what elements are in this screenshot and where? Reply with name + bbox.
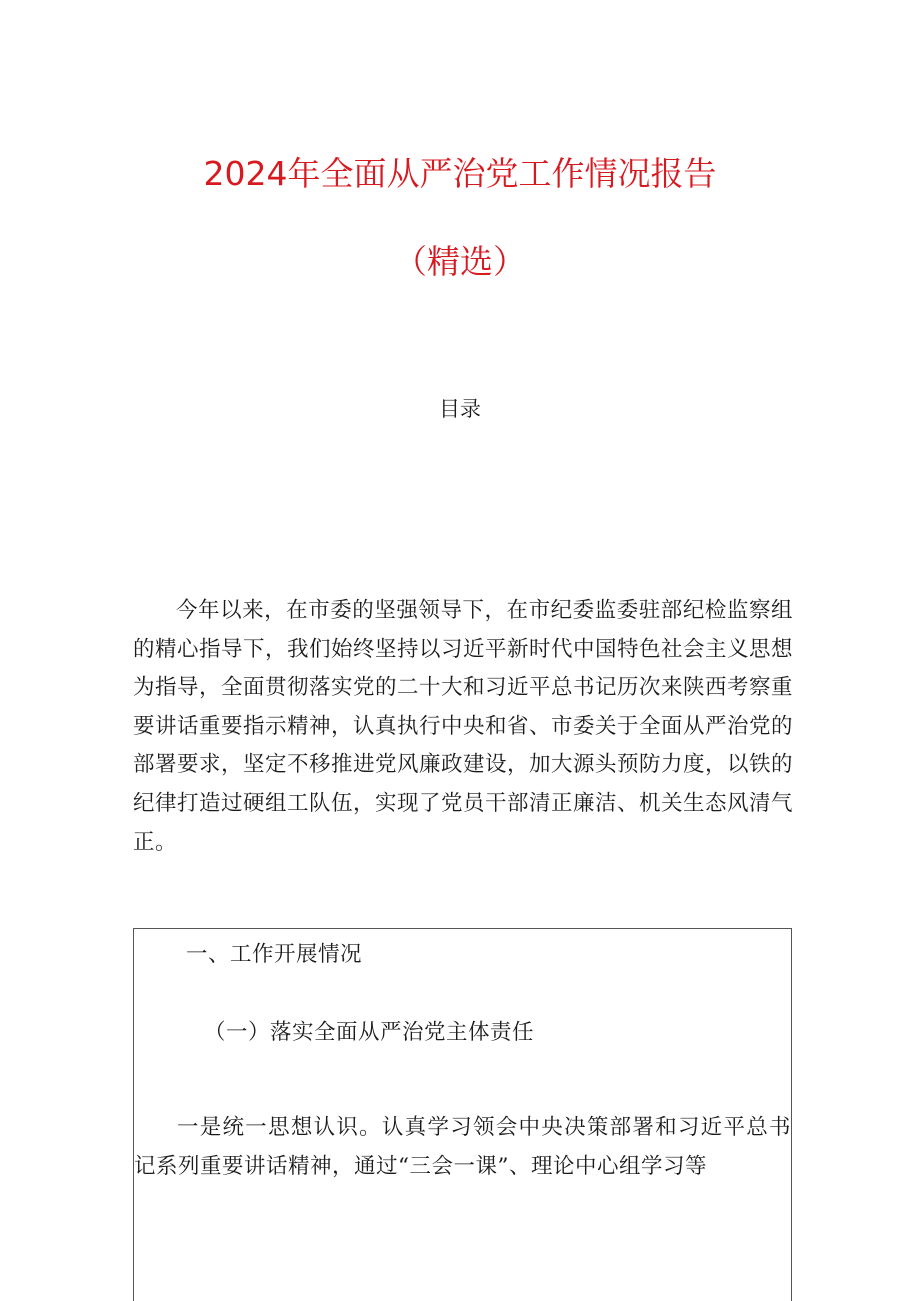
content-frame [133,928,792,1301]
subsection-heading: （一）落实全面从严治党主体责任 [204,1020,535,1045]
document-title: 2024年全面从严治党工作情况报告 [203,154,717,193]
toc-heading: 目录 [439,397,481,421]
body-paragraph: 一是统一思想认识。认真学习领会中央决策部署和习近平总书记系列重要讲话精神，通过“三会一课”、理论中心组学习等 [134,1115,791,1179]
section-heading: 一、工作开展情况 [186,942,363,967]
document-subtitle: （精选） [394,242,526,281]
intro-paragraph: 今年以来，在市委的坚强领导下，在市纪委监委驻部纪检监察组的精心指导下，我们始终坚持以习近平新时代中国特色社会主义思想为指导，全面贯彻落实党的二十大和习近平总书记历次来陕西考察重要讲话重要指示精神，认真执行中央和省、市委关于全面从严治党的部署要求，坚定不移推进党风廉政建设，加大源头预防力度，以铁的纪律打造过硬组工队伍，实现了党员干部清正廉洁、机关生态风清气正。 [133,598,794,855]
